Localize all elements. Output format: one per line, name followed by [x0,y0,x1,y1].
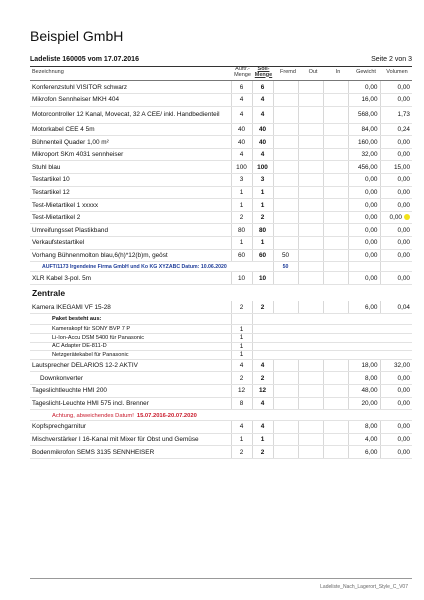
soll-cell: 100 [252,161,273,174]
volume-value: 0,00 [397,374,410,382]
item-name: Bühnenteil Quader 1,00 m² [30,136,231,149]
weight-cell: 32,00 [348,148,380,161]
volume-value: 0,00 [397,399,410,407]
volume-value: 0,00 [397,274,410,282]
volume-value: 0,00 [397,448,410,456]
volume-value: 15,00 [394,163,410,171]
col-weight: Gewicht [356,69,376,75]
volume-cell [380,81,412,94]
soll-cell: 60 [252,249,273,262]
weight-cell: 0,00 [348,174,380,187]
list-title: Ladeliste 160005 vom 17.07.2016 [30,56,139,63]
volume-cell [380,262,412,272]
fremd-cell [273,81,298,94]
table-row [30,359,412,372]
item-name: XLR Kabel 3-pol. 5m [30,272,231,285]
table-row [30,186,412,199]
table-row [30,224,412,237]
section-title: Zentrale [32,288,66,299]
out-cell [298,262,323,272]
out-cell [298,123,323,136]
table-row [30,301,412,314]
volume-cell [380,224,412,237]
item-name: Stuhl blau [30,161,231,174]
blank-cell [252,342,412,351]
soll-cell: 1 [252,186,273,199]
volume-cell [380,384,412,397]
item-name: Motorkabel CEE 4 5m [30,123,231,136]
item-name: Vorhang Bühnenmolton blau,6(h)*12(b)m, geöst [30,249,231,262]
footer-label: Ladeliste_Nach_Lagerort_Style_C_V07 [320,584,408,590]
out-cell [298,421,323,434]
out-cell [298,186,323,199]
volume-cell [380,174,412,187]
in-cell [323,372,348,385]
out-cell [298,272,323,285]
soll-cell: 2 [252,301,273,314]
fremd-cell [273,421,298,434]
fremd-cell [273,123,298,136]
table-row [30,199,412,212]
table-row [30,433,412,446]
item-name: Kamera IKEGAMI VF 15-28 [30,301,231,314]
out-cell [298,224,323,237]
volume-value: 0,00 [397,226,410,234]
out-cell [298,211,323,224]
in-cell [323,136,348,149]
fremd-cell [273,301,298,314]
in-cell [323,211,348,224]
soll-cell: 4 [252,421,273,434]
soll-cell: 2 [252,211,273,224]
table-row [30,81,412,94]
soll-cell: 2 [252,372,273,385]
table-row [30,123,412,136]
out-cell [298,148,323,161]
in-cell [323,301,348,314]
in-cell [323,174,348,187]
blank-cell [252,334,412,343]
date-warning [30,410,412,421]
item-name: Mikroport SKm 4031 sennheiser [30,148,231,161]
volume-cell [380,186,412,199]
volume-cell [380,161,412,174]
volume-value: 0,00 [397,201,410,209]
auft-cell: 1 [231,199,252,212]
soll-cell: 1 [252,237,273,250]
volume-value: 0,00 [397,436,410,444]
weight-cell: 18,00 [348,359,380,372]
soll-cell: 40 [252,136,273,149]
auft-cell: 40 [231,136,252,149]
out-cell [298,446,323,459]
in-cell [323,384,348,397]
item-name: Test-Mietartikel 1 xxxxx [30,199,231,212]
out-cell [298,174,323,187]
item-name: Testartikel 12 [30,186,231,199]
volume-cell [380,301,412,314]
out-cell [298,384,323,397]
auft-cell: 1 [231,237,252,250]
fremd-cell [273,136,298,149]
out-cell [298,161,323,174]
weight-cell: 456,00 [348,161,380,174]
page-info: Seite 2 von 3 [371,56,412,63]
fremd-cell [273,211,298,224]
volume-value: 0,00 [397,239,410,247]
item-name: Mischverstärker I 16-Kanal mit Mixer für Obst und Gemüse [30,433,231,446]
auft-cell: 10 [231,272,252,285]
item-name: Tageslicht-Leuchte HMI 575 incl. Brenner [30,397,231,410]
soll-cell: 3 [252,174,273,187]
out-cell [298,81,323,94]
volume-cell [380,211,412,224]
in-cell [323,237,348,250]
order-note [30,262,273,272]
auft-cell: 2 [231,372,252,385]
fremd-cell: 50 [273,262,298,272]
volume-cell [380,199,412,212]
item-name: Test-Mietartikel 2 [30,211,231,224]
weight-cell: 84,00 [348,123,380,136]
column-headers [30,66,412,80]
soll-cell: 4 [252,359,273,372]
soll-cell: 4 [252,148,273,161]
auft-cell: 1 [231,186,252,199]
item-name: Mikrofon Sennheiser MKH 404 [30,94,231,107]
in-cell [323,433,348,446]
table-row [30,272,412,285]
footer-rule [30,578,412,579]
soll-cell: 12 [252,384,273,397]
fremd-cell [273,397,298,410]
out-cell [298,106,323,123]
auft-cell: 6 [231,81,252,94]
table-row [30,372,412,385]
auft-cell: 4 [231,148,252,161]
weight-cell: 8,00 [348,372,380,385]
item-name: Bodenmikrofon SEMS 3135 SENNHEISER [30,446,231,459]
col-name: Bezeichnung [32,69,64,75]
order-note-text: AUFT/1173 Irgendeine Firma GmbH und Ko KG XYZABC Datum: 10.06.2020 [42,264,227,271]
fremd-cell [273,199,298,212]
item-name: Umreifungsset Plastikband [30,224,231,237]
in-cell [323,94,348,107]
out-cell [298,249,323,262]
auft-cell: 1 [231,325,252,334]
auft-cell: 40 [231,123,252,136]
volume-value: 0,24 [397,125,410,133]
fremd-cell [273,161,298,174]
weight-cell: 0,00 [348,81,380,94]
package-item: Li-Ion-Accu DSM 5400 für Panasonic [30,334,231,343]
in-cell [323,123,348,136]
table-row [30,262,412,272]
auft-cell: 1 [231,334,252,343]
out-cell [298,359,323,372]
weight-cell: 0,00 [348,224,380,237]
in-cell [323,421,348,434]
item-name: Kopfsprechgarnitur [30,421,231,434]
volume-value: 0,00 [397,423,410,431]
weight-cell: 0,00 [348,237,380,250]
fremd-cell [273,384,298,397]
in-cell [323,446,348,459]
volume-value: 0,00 [397,151,410,159]
col-fremd: Fremd [280,69,296,75]
auft-cell: 80 [231,224,252,237]
col-out: Out [308,69,318,75]
fremd-cell [273,224,298,237]
out-cell [298,397,323,410]
fremd-cell [273,446,298,459]
weight-cell: 4,00 [348,433,380,446]
weight-cell: 20,00 [348,397,380,410]
volume-cell [380,148,412,161]
blank-cell [252,314,412,325]
weight-cell: 6,00 [348,301,380,314]
out-cell [298,199,323,212]
auft-cell: 2 [231,211,252,224]
col-auft: Auftr.-Menge [234,66,251,78]
weight-cell: 0,00 [348,272,380,285]
weight-cell: 568,00 [348,106,380,123]
item-name: Motorcontroller 12 Kanal, Movecat, 32 A CEE/ inkl. Handbedienteil [30,106,231,123]
table-row [30,161,412,174]
package-item: Kamerakopf für SONY BVP 7 P [30,325,231,334]
table-row [30,136,412,149]
in-cell [323,359,348,372]
in-cell [323,199,348,212]
volume-value: 32,00 [394,362,410,370]
item-name: Konferenzstuhl VISITOR schwarz [30,81,231,94]
soll-cell: 10 [252,272,273,285]
soll-cell: 1 [252,199,273,212]
package-item: Netzgerätekabel für Panasonic [30,351,231,360]
fremd-cell [273,372,298,385]
table-row [30,384,412,397]
volume-value: 0,00 [397,188,410,196]
volume-value: 0,00 [397,251,410,259]
weight-cell: 6,00 [348,446,380,459]
table-row [30,410,412,421]
volume-cell [380,123,412,136]
col-volume: Volumen [386,69,408,75]
auft-cell: 100 [231,161,252,174]
out-cell [298,94,323,107]
in-cell [323,148,348,161]
weight-cell: 160,00 [348,136,380,149]
soll-cell: 4 [252,106,273,123]
item-name: Tageslichtleuchte HMI 200 [30,384,231,397]
table-row [30,94,412,107]
volume-cell [380,272,412,285]
list-header [30,56,412,66]
warning-date: 15.07.2016-20.07.2020 [136,412,197,419]
package-item: AC Adapter DE-811-D [30,342,231,351]
auft-cell: 1 [231,433,252,446]
soll-cell: 4 [252,94,273,107]
table-row [30,211,412,224]
package-header: Paket besteht aus: [30,314,231,325]
table-row [30,334,412,343]
volume-value: 0,00 [397,96,410,104]
in-cell [323,262,348,272]
volume-cell [380,446,412,459]
fremd-cell [273,106,298,123]
table-row [30,325,412,334]
volume-cell [380,237,412,250]
table-row [30,284,412,301]
fremd-cell [273,94,298,107]
fremd-cell: 50 [273,249,298,262]
out-cell [298,237,323,250]
out-cell [298,301,323,314]
in-cell [323,161,348,174]
in-cell [323,224,348,237]
weight-cell: 0,00 [348,249,380,262]
in-cell [323,397,348,410]
table-row [30,237,412,250]
col-in: In [335,69,341,75]
weight-cell: 0,00 [348,186,380,199]
soll-cell: 80 [252,224,273,237]
auft-cell: 2 [231,301,252,314]
volume-value: 0,00 [397,387,410,395]
auft-cell: 4 [231,359,252,372]
volume-cell [380,372,412,385]
volume-value: 0,04 [397,303,410,311]
item-name: Downkonverter [30,372,231,385]
auft-cell: 12 [231,384,252,397]
table-row [30,397,412,410]
load-list-table [30,81,412,459]
out-cell [298,372,323,385]
table-row [30,421,412,434]
auft-cell: 2 [231,446,252,459]
in-cell [323,272,348,285]
weight-cell: 16,00 [348,94,380,107]
blank-cell [252,325,412,334]
in-cell [323,249,348,262]
volume-value: 0,00 [389,214,402,222]
volume-cell [380,421,412,434]
auft-cell: 4 [231,421,252,434]
weight-cell: 8,00 [348,421,380,434]
auft-cell: 60 [231,249,252,262]
fremd-cell [273,359,298,372]
out-cell [298,136,323,149]
auft-cell [231,314,252,325]
in-cell [323,81,348,94]
star-icon[interactable] [404,214,410,220]
volume-cell [380,94,412,107]
fremd-cell [273,433,298,446]
table-row [30,148,412,161]
auft-cell: 1 [231,342,252,351]
auft-cell: 8 [231,397,252,410]
table-row [30,351,412,360]
item-name: Verkaufstestartikel [30,237,231,250]
weight-cell: 0,00 [348,199,380,212]
soll-cell: 40 [252,123,273,136]
table-row [30,106,412,123]
volume-cell [380,136,412,149]
volume-cell [380,106,412,123]
table-row [30,249,412,262]
volume-value: 0,00 [397,138,410,146]
in-cell [323,106,348,123]
in-cell [323,186,348,199]
weight-cell: 0,00 [348,211,380,224]
soll-cell: 4 [252,397,273,410]
soll-cell: 6 [252,81,273,94]
volume-value: 1,73 [397,111,410,119]
soll-cell: 2 [252,446,273,459]
volume-value: 0,00 [397,83,410,91]
auft-cell: 4 [231,106,252,123]
weight-cell: 48,00 [348,384,380,397]
warning-text: Achtung, abweichendes Datum! [52,412,134,419]
fremd-cell [273,272,298,285]
table-row [30,446,412,459]
fremd-cell [273,148,298,161]
table-row [30,314,412,325]
volume-value: 0,00 [397,176,410,184]
auft-cell: 4 [231,94,252,107]
auft-cell: 3 [231,174,252,187]
fremd-cell [273,174,298,187]
item-name: Lautsprecher DELARIOS 12-2 AKTIV [30,359,231,372]
table-row [30,342,412,351]
fremd-cell [273,186,298,199]
out-cell [298,433,323,446]
blank-cell [252,351,412,360]
table-row [30,174,412,187]
volume-cell [380,433,412,446]
weight-cell [348,262,380,272]
fremd-cell [273,237,298,250]
soll-cell: 1 [252,433,273,446]
volume-cell [380,359,412,372]
volume-cell [380,397,412,410]
company-name: Beispiel GmbH [30,28,124,44]
auft-cell: 1 [231,351,252,360]
col-soll: Soll-Menge [254,66,273,78]
volume-cell [380,249,412,262]
item-name: Testartikel 10 [30,174,231,187]
